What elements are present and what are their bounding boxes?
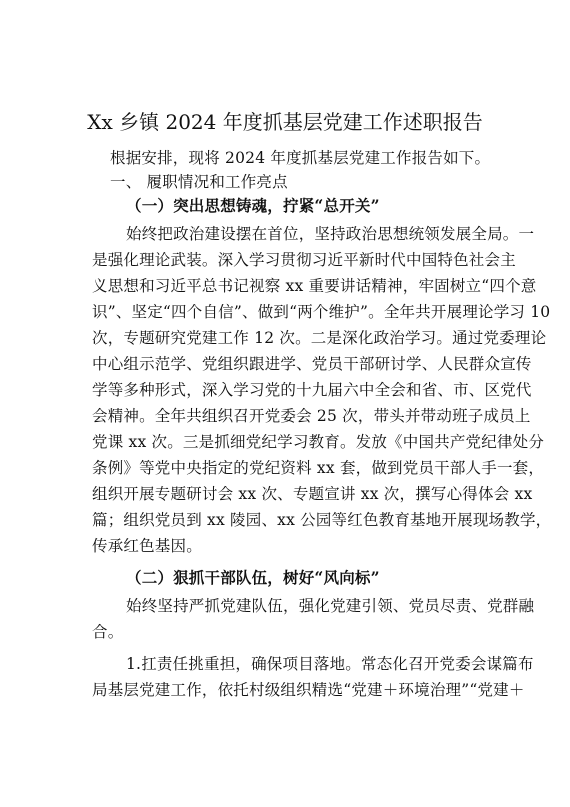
- paragraph-line: 是强化理论武装。深入学习贯彻习近平新时代中国特色社会主: [92, 251, 516, 269]
- document-title: Xx 乡镇 2024 年度抓基层党建工作述职报告: [87, 110, 483, 134]
- paragraph-line: 中心组示范学、党组织跟进学、党员干部研讨学、人民群众宣传: [92, 355, 532, 373]
- subsection-heading: （二）狠抓干部队伍，树好“风向标”: [126, 568, 380, 587]
- paragraph-line: 合。: [92, 623, 124, 641]
- paragraph-line: 识”、坚定“四个自信”、做到“两个维护”。全年共开展理论学习 10: [92, 303, 551, 321]
- paragraph-line: 会精神。全年共组织召开党委会 25 次，带头并带动班子成员上: [92, 407, 531, 425]
- paragraph-line: 组织开展专题研讨会 xx 次、专题宣讲 xx 次，撰写心得体会 xx: [92, 485, 533, 503]
- intro-line: 根据安排，现将 2024 年度抓基层党建工作报告如下。: [110, 149, 491, 167]
- section-heading: 一、 履职情况和工作亮点: [110, 173, 288, 191]
- subsection-heading: （一）突出思想铸魂，拧紧“总开关”: [126, 196, 380, 215]
- paragraph-line: 义思想和习近平总书记视察 xx 重要讲话精神，牢固树立“四个意: [92, 277, 537, 295]
- paragraph-line: 1.扛责任挑重担，确保项目落地。常态化召开党委会谋篇布: [126, 655, 534, 673]
- paragraph-line: 始终坚持严抓党建队伍，强化党建引领、党员尽责、党群融: [126, 597, 535, 615]
- paragraph-line: 始终把政治建设摆在首位，坚持政治思想统领发展全局。一: [126, 225, 535, 243]
- paragraph-line: 局基层党建工作，依托村级组织精选“党建＋环境治理”“党建＋: [92, 681, 525, 699]
- paragraph-line: 条例》等党中央指定的党纪资料 xx 套，做到党员干部人手一套，: [92, 459, 545, 477]
- paragraph-line: 篇；组织党员到 xx 陵园、xx 公园等红色教育基地开展现场教学，: [92, 511, 552, 529]
- paragraph-line: 传承红色基因。: [92, 537, 202, 555]
- paragraph-line: 党课 xx 次。三是抓细党纪学习教育。发放《中国共产党纪律处分: [92, 433, 545, 451]
- paragraph-line: 次，专题研究党建工作 12 次。二是深化政治学习。通过党委理论: [92, 329, 547, 347]
- paragraph-line: 学等多种形式，深入学习党的十九届六中全会和省、市、区党代: [92, 381, 532, 399]
